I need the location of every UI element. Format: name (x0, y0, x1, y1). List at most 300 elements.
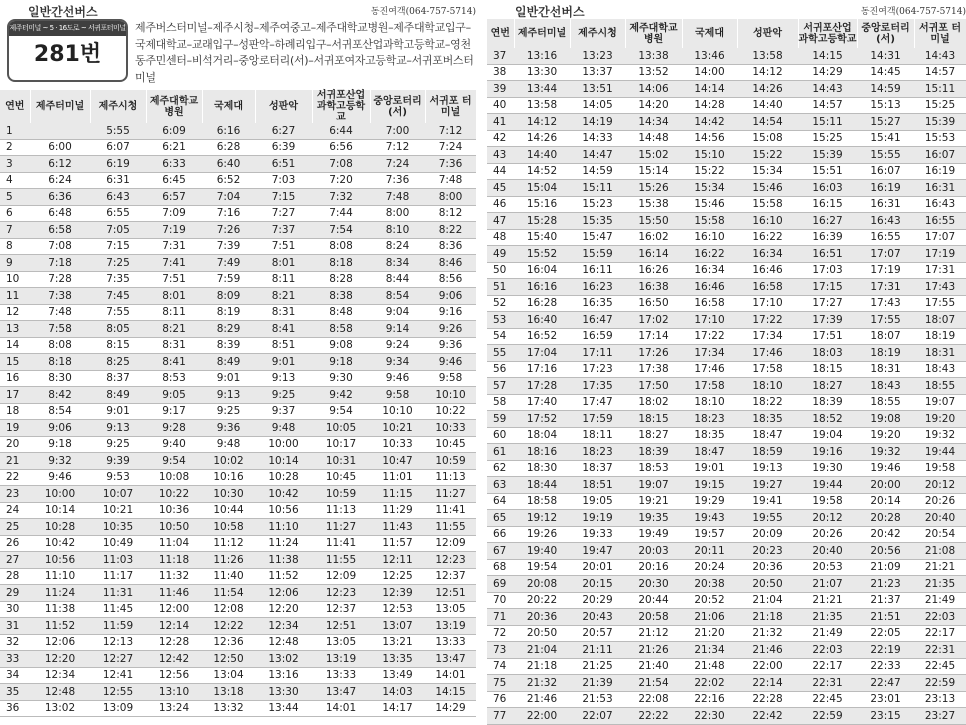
timetable-right (487, 19, 966, 725)
time-cell: 11:54 (202, 585, 255, 602)
time-cell: 7:00 (370, 123, 425, 139)
time-cell: 17:23 (570, 361, 625, 378)
time-cell: 11:03 (90, 552, 146, 569)
time-cell: 8:08 (30, 337, 90, 354)
time-cell: 8:44 (370, 271, 425, 288)
time-cell: 19:29 (682, 493, 737, 510)
time-cell: 11:18 (146, 552, 202, 569)
time-cell: 9:17 (146, 403, 202, 420)
table-row (487, 213, 966, 230)
time-cell: 16:46 (682, 279, 737, 296)
time-cell: 13:47 (425, 651, 476, 668)
time-cell: 16:27 (798, 213, 857, 230)
time-cell: 18:53 (625, 460, 682, 477)
time-cell: 15:46 (737, 180, 798, 197)
time-cell: 18:23 (682, 411, 737, 428)
table-row (0, 469, 476, 486)
time-cell: 7:28 (30, 271, 90, 288)
time-cell: 20:36 (514, 609, 570, 626)
row-number: 44 (487, 163, 514, 180)
time-cell: 19:12 (514, 510, 570, 527)
table-header-row (487, 19, 966, 48)
row-number: 77 (487, 708, 514, 725)
time-cell: 14:12 (514, 114, 570, 131)
time-cell: 13:49 (370, 667, 425, 684)
time-cell: 7:19 (146, 222, 202, 239)
time-cell: 12:00 (146, 601, 202, 618)
time-cell: 17:52 (514, 411, 570, 428)
time-cell: 10:02 (202, 453, 255, 470)
time-cell: 6:56 (312, 139, 370, 156)
time-cell: 18:43 (857, 378, 914, 395)
row-number: 7 (0, 222, 30, 239)
time-cell: 7:54 (312, 222, 370, 239)
time-cell: 9:48 (202, 436, 255, 453)
time-cell: 12:20 (30, 651, 90, 668)
time-cell: 8:51 (255, 337, 312, 354)
time-cell: 14:12 (737, 64, 798, 81)
time-cell: 19:19 (570, 510, 625, 527)
time-cell: 6:09 (146, 123, 202, 139)
time-cell: 7:48 (370, 189, 425, 206)
time-cell: 11:15 (370, 486, 425, 503)
time-cell: 11:27 (312, 519, 370, 536)
time-cell: 7:15 (90, 238, 146, 255)
time-cell: 16:22 (737, 229, 798, 246)
table-row (487, 559, 966, 576)
time-cell: 8:08 (312, 238, 370, 255)
time-cell: 9:13 (255, 370, 312, 387)
time-cell: 15:08 (737, 130, 798, 147)
time-cell: 7:25 (90, 255, 146, 272)
time-cell: 10:08 (146, 469, 202, 486)
row-number: 51 (487, 279, 514, 296)
row-number: 71 (487, 609, 514, 626)
row-number: 12 (0, 304, 30, 321)
time-cell: 9:34 (370, 354, 425, 371)
time-cell: 20:28 (857, 510, 914, 527)
time-cell: 10:07 (90, 486, 146, 503)
time-cell: 21:18 (514, 658, 570, 675)
time-cell: 15:38 (625, 196, 682, 213)
time-cell: 19:01 (682, 460, 737, 477)
time-cell: 16:34 (682, 262, 737, 279)
time-cell: 21:35 (798, 609, 857, 626)
time-cell: 21:34 (682, 642, 737, 659)
time-cell: 10:45 (312, 469, 370, 486)
time-cell: 22:47 (857, 675, 914, 692)
time-cell: 14:43 (798, 81, 857, 98)
column-header: 중앙로터리 (서) (857, 19, 914, 48)
time-cell: 18:03 (798, 345, 857, 362)
time-cell: 10:56 (255, 502, 312, 519)
time-cell: 10:50 (146, 519, 202, 536)
time-cell: 20:09 (737, 526, 798, 543)
time-cell: 10:17 (312, 436, 370, 453)
time-cell: 21:32 (514, 675, 570, 692)
column-header: 제주대학교 병원 (625, 19, 682, 48)
time-cell: 13:16 (255, 667, 312, 684)
time-cell: 19:13 (737, 460, 798, 477)
table-row (487, 609, 966, 626)
row-number: 9 (0, 255, 30, 272)
time-cell: 15:26 (625, 180, 682, 197)
time-cell: 13:19 (425, 618, 476, 635)
time-cell: 19:35 (625, 510, 682, 527)
time-cell: 14:56 (682, 130, 737, 147)
time-cell: 18:22 (737, 394, 798, 411)
time-cell: 20:36 (737, 559, 798, 576)
table-row (487, 196, 966, 213)
table-header-row (0, 90, 476, 123)
time-cell: 12:09 (425, 535, 476, 552)
time-cell: 10:16 (202, 469, 255, 486)
time-cell: 10:44 (202, 502, 255, 519)
time-cell: 9:40 (146, 436, 202, 453)
table-row (0, 337, 476, 354)
time-cell: 22:07 (570, 708, 625, 725)
time-cell: 6:40 (202, 156, 255, 173)
time-cell: 6:39 (255, 139, 312, 156)
time-cell: 15:40 (514, 229, 570, 246)
time-cell: 22:17 (798, 658, 857, 675)
table-row (487, 345, 966, 362)
column-header: 연번 (0, 90, 30, 123)
time-cell: 9:14 (370, 321, 425, 338)
time-cell: 21:35 (914, 576, 966, 593)
time-cell: 15:22 (682, 163, 737, 180)
time-cell: 22:14 (737, 675, 798, 692)
route-badge (7, 19, 128, 82)
time-cell: 20:14 (857, 493, 914, 510)
table-row (487, 361, 966, 378)
time-cell: 20:22 (514, 592, 570, 609)
time-cell: 9:46 (30, 469, 90, 486)
time-cell: 21:18 (737, 609, 798, 626)
time-cell: 9:24 (370, 337, 425, 354)
time-cell: 21:25 (570, 658, 625, 675)
time-cell: 22:03 (914, 609, 966, 626)
row-number: 74 (487, 658, 514, 675)
time-cell: 11:12 (202, 535, 255, 552)
time-cell: 22:08 (625, 691, 682, 708)
time-cell: 16:02 (625, 229, 682, 246)
time-cell: 8:21 (255, 288, 312, 305)
time-cell: 19:32 (914, 427, 966, 444)
time-cell: 12:41 (90, 667, 146, 684)
time-cell: 8:18 (312, 255, 370, 272)
time-cell: 15:14 (625, 163, 682, 180)
time-cell: 17:39 (798, 312, 857, 329)
time-cell: 7:36 (370, 172, 425, 189)
time-cell: 14:19 (570, 114, 625, 131)
time-cell: 18:10 (682, 394, 737, 411)
row-number: 29 (0, 585, 30, 602)
time-cell: 14:28 (682, 97, 737, 114)
time-cell: 22:31 (914, 642, 966, 659)
time-cell: 17:31 (857, 279, 914, 296)
operator-contact: 동진여객(064-757-5714) (370, 7, 476, 17)
row-number: 1 (0, 123, 30, 139)
time-cell: 16:23 (570, 279, 625, 296)
time-cell: 15:55 (857, 147, 914, 164)
row-number: 38 (487, 64, 514, 81)
time-cell: 6:31 (90, 172, 146, 189)
time-cell: 9:04 (370, 304, 425, 321)
time-cell: 10:56 (30, 552, 90, 569)
time-cell: 7:27 (255, 205, 312, 222)
time-cell: 17:58 (737, 361, 798, 378)
time-cell: 21:53 (570, 691, 625, 708)
table-row (0, 189, 476, 206)
table-row (0, 238, 476, 255)
time-cell: 17:28 (514, 378, 570, 395)
bus-category: 일반간선버스 (28, 5, 98, 19)
time-cell: 16:43 (914, 196, 966, 213)
time-cell: 19:15 (682, 477, 737, 494)
time-cell: 11:17 (90, 568, 146, 585)
time-cell: 11:10 (255, 519, 312, 536)
time-cell: 17:50 (625, 378, 682, 395)
time-cell: 10:14 (30, 502, 90, 519)
time-cell: 10:14 (255, 453, 312, 470)
time-cell: 21:23 (857, 576, 914, 593)
time-cell: 18:11 (570, 427, 625, 444)
time-cell: 14:31 (857, 48, 914, 64)
route-description: 제주버스터미널–제주시청–제주여중고–제주대학교병원–제주대학교입구–국제대학교–교래입구–성판악–하례리입구–서귀포산업과학고등학교–영천동주민센터–비석거리–중앙로터리(서)–서귀포여자고등학교–서귀포버스터미널 (135, 21, 474, 84)
time-cell: 16:39 (798, 229, 857, 246)
time-cell: 11:24 (30, 585, 90, 602)
time-cell: 9:13 (202, 387, 255, 404)
time-cell: 9:32 (30, 453, 90, 470)
time-cell: 17:10 (682, 312, 737, 329)
time-cell: 16:22 (682, 246, 737, 263)
time-cell: 13:44 (514, 81, 570, 98)
table-row (0, 519, 476, 536)
time-cell: 20:00 (857, 477, 914, 494)
time-cell: 11:31 (90, 585, 146, 602)
table-row (0, 255, 476, 272)
time-cell: 18:30 (514, 460, 570, 477)
time-cell: 7:39 (202, 238, 255, 255)
time-cell: 9:39 (90, 453, 146, 470)
time-cell: 20:43 (570, 609, 625, 626)
row-number: 75 (487, 675, 514, 692)
time-cell: 12:55 (90, 684, 146, 701)
time-cell: 13:47 (312, 684, 370, 701)
row-number: 24 (0, 502, 30, 519)
time-cell: 7:41 (146, 255, 202, 272)
time-cell: 17:26 (625, 345, 682, 362)
time-cell: 18:58 (514, 493, 570, 510)
time-cell: 15:25 (914, 97, 966, 114)
time-cell: 8:48 (312, 304, 370, 321)
time-cell: 22:45 (798, 691, 857, 708)
time-cell: 7:20 (312, 172, 370, 189)
time-cell: 23:15 (857, 708, 914, 725)
time-cell: 22:03 (798, 642, 857, 659)
time-cell: 6:19 (90, 156, 146, 173)
time-cell: 8:11 (146, 304, 202, 321)
time-cell: 19:57 (682, 526, 737, 543)
row-number: 10 (0, 271, 30, 288)
row-number: 55 (487, 345, 514, 362)
row-number: 26 (0, 535, 30, 552)
time-cell: 10:22 (146, 486, 202, 503)
time-cell: 21:26 (625, 642, 682, 659)
time-cell: 7:59 (202, 271, 255, 288)
time-cell: 8:01 (255, 255, 312, 272)
time-cell: 17:31 (914, 262, 966, 279)
column-header: 제주터미널 (30, 90, 90, 123)
time-cell: 11:46 (146, 585, 202, 602)
time-cell: 7:09 (146, 205, 202, 222)
time-cell: 13:30 (255, 684, 312, 701)
time-cell: 21:49 (914, 592, 966, 609)
row-number: 15 (0, 354, 30, 371)
table-row (0, 535, 476, 552)
time-cell: 14:20 (625, 97, 682, 114)
time-cell: 16:19 (857, 180, 914, 197)
time-cell: 13:16 (514, 48, 570, 64)
time-cell: 10:31 (312, 453, 370, 470)
time-cell: 18:35 (737, 411, 798, 428)
time-cell: 20:24 (682, 559, 737, 576)
time-cell: 14:34 (625, 114, 682, 131)
time-cell: 8:38 (312, 288, 370, 305)
time-cell: 14:43 (914, 48, 966, 64)
time-cell: 18:10 (737, 378, 798, 395)
table-row (487, 163, 966, 180)
time-cell: 11:13 (425, 469, 476, 486)
row-number: 34 (0, 667, 30, 684)
row-number: 32 (0, 634, 30, 651)
time-cell: 6:43 (90, 189, 146, 206)
time-cell: 9:48 (255, 420, 312, 437)
time-cell: 16:26 (625, 262, 682, 279)
time-cell: 17:38 (625, 361, 682, 378)
time-cell: 11:01 (370, 469, 425, 486)
time-cell: 20:44 (625, 592, 682, 609)
time-cell: 22:05 (857, 625, 914, 642)
time-cell: 19:58 (914, 460, 966, 477)
row-number: 54 (487, 328, 514, 345)
time-cell: 7:48 (425, 172, 476, 189)
time-cell: 6:27 (255, 123, 312, 139)
row-number: 42 (487, 130, 514, 147)
time-cell: 16:31 (914, 180, 966, 197)
time-cell: 9:36 (202, 420, 255, 437)
time-cell: 16:50 (625, 295, 682, 312)
time-cell: 13:05 (312, 634, 370, 651)
time-cell: 18:07 (914, 312, 966, 329)
table-row (487, 675, 966, 692)
time-cell: 13:32 (202, 700, 255, 717)
time-cell: 14:47 (570, 147, 625, 164)
table-row (0, 321, 476, 338)
time-cell: 7:18 (30, 255, 90, 272)
time-cell: 13:02 (255, 651, 312, 668)
time-cell: 14:45 (857, 64, 914, 81)
time-cell: 14:33 (570, 130, 625, 147)
time-cell: 19:07 (914, 394, 966, 411)
time-cell: 13:24 (146, 700, 202, 717)
time-cell: 20:12 (914, 477, 966, 494)
time-cell: 9:01 (202, 370, 255, 387)
table-row (0, 205, 476, 222)
time-cell: 10:36 (146, 502, 202, 519)
time-cell: 7:31 (146, 238, 202, 255)
time-cell: 12:06 (30, 634, 90, 651)
time-cell: 7:08 (312, 156, 370, 173)
time-cell: 21:12 (625, 625, 682, 642)
column-header: 제주대학교 병원 (146, 90, 202, 123)
time-cell: 21:20 (682, 625, 737, 642)
table-row (487, 229, 966, 246)
time-cell: 17:14 (625, 328, 682, 345)
time-cell: 7:38 (30, 288, 90, 305)
time-cell: 8:12 (425, 205, 476, 222)
time-cell: 15:50 (625, 213, 682, 230)
row-number: 33 (0, 651, 30, 668)
column-header: 국제대 (202, 90, 255, 123)
column-header: 서귀포 터미널 (914, 19, 966, 48)
time-cell: 13:05 (425, 601, 476, 618)
row-number: 22 (0, 469, 30, 486)
row-number: 69 (487, 576, 514, 593)
time-cell: 15:23 (570, 196, 625, 213)
row-number: 52 (487, 295, 514, 312)
time-cell: 9:18 (312, 354, 370, 371)
row-number: 50 (487, 262, 514, 279)
time-cell: 20:29 (570, 592, 625, 609)
time-cell: 11:04 (146, 535, 202, 552)
table-row (487, 576, 966, 593)
time-cell: 12:51 (312, 618, 370, 635)
time-cell: 17:19 (914, 246, 966, 263)
table-row (487, 526, 966, 543)
time-cell: 11:27 (425, 486, 476, 503)
time-cell (30, 123, 90, 139)
time-cell: 7:05 (90, 222, 146, 239)
time-cell: 14:26 (737, 81, 798, 98)
time-cell: 10:00 (30, 486, 90, 503)
time-cell: 14:15 (798, 48, 857, 64)
time-cell: 13:18 (202, 684, 255, 701)
time-cell: 20:53 (798, 559, 857, 576)
time-cell: 13:58 (514, 97, 570, 114)
row-number: 18 (0, 403, 30, 420)
table-row (0, 222, 476, 239)
time-cell: 20:52 (682, 592, 737, 609)
time-cell: 9:25 (255, 387, 312, 404)
row-number: 63 (487, 477, 514, 494)
time-cell: 20:42 (857, 526, 914, 543)
table-row (487, 378, 966, 395)
row-number: 5 (0, 189, 30, 206)
time-cell: 18:55 (914, 378, 966, 395)
time-cell: 14:05 (570, 97, 625, 114)
time-cell: 23:13 (914, 691, 966, 708)
time-cell: 9:53 (90, 469, 146, 486)
time-cell: 16:11 (570, 262, 625, 279)
row-number: 4 (0, 172, 30, 189)
time-cell: 10:30 (202, 486, 255, 503)
table-row (487, 658, 966, 675)
time-cell: 10:00 (255, 436, 312, 453)
time-cell: 21:32 (737, 625, 798, 642)
time-cell: 18:47 (737, 427, 798, 444)
